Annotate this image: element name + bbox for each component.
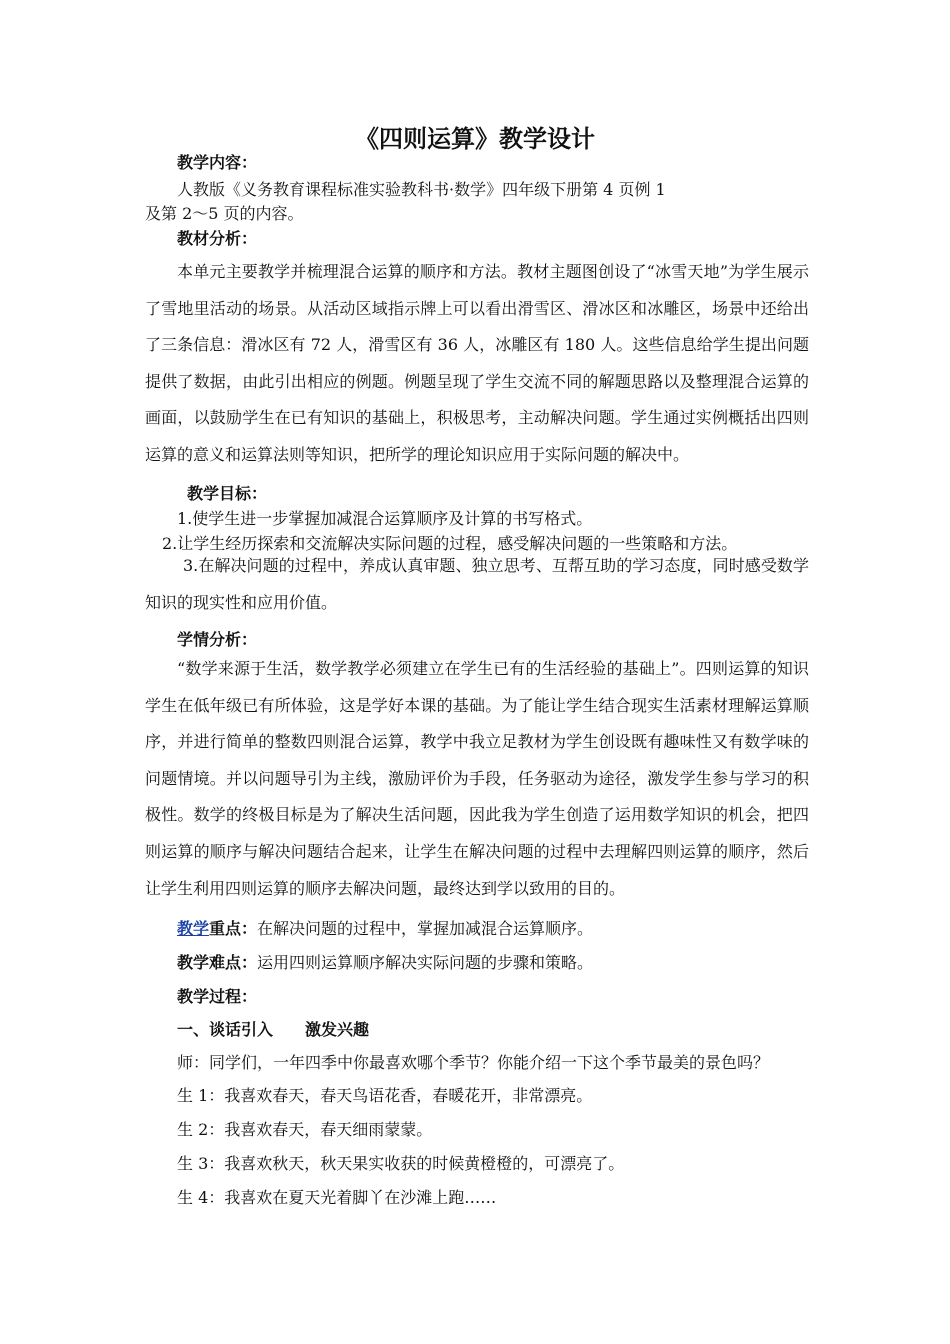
students-paragraph: “数学来源于生活，数学教学必须建立在学生已有的生活经验的基础上”。四则运算的知识学生在低年级已有所体验，这是学好本课的基础。为了能让学生结合现实生活素材理解运算顺序，并进行简单的整数四则混合运算，教学中我立足教材为学生创设既有趣味性又有数学味的问题情境。并以问题导引为主线，激励评价为手段，任务驱动为途径，激发学生参与学习的积极性。数学的终极目标是为了解决生活问题，因此我为学生创造了运用数学知识的机会，把四则运算的顺序与解决问题结合起来，让学生在解决问题的过程中去理解四则运算的顺序，然后让学生利用四则运算的顺序去解决问题，最终达到学以致用的目的。	[145, 659, 809, 898]
key-point	[177, 919, 593, 939]
difficulty-text: 运用四则运算顺序解决实际问题的步骤和策略。	[257, 953, 594, 972]
analysis-paragraph: 本单元主要教学并梳理混合运算的顺序和方法。教材主题图创设了“冰雪天地”为学生展示了雪地里活动的场景。从活动区域指示牌上可以看出滑雪区、滑冰区和冰雕区，场景中还给出了三条信息：滑冰区有 72 人，滑雪区有 36 人，冰雕区有 180 人。这些信息给学生提出问题提供了数据，由此引出相应的例题。例题呈现了学生交流不同的解题思路以及整理混合运算的画面，以鼓励学生在已有知识的基础上，积极思考，主动解决问题。学生通过实例概括出四则运算的意义和运算法则等知识，把所学的理论知识应用于实际问题的解决中。	[145, 262, 809, 464]
dialog-line: 生 2：我喜欢春天，春天细雨蒙蒙。	[177, 1120, 433, 1139]
content-line-2: 及第 2～5 页的内容。	[145, 204, 304, 223]
dialog-line: 生 1：我喜欢春天，春天鸟语花香，春暖花开，非常漂亮。	[177, 1086, 593, 1105]
dialog-line: 生 4：我喜欢在夏天光着脚丫在沙滩上跑……	[177, 1188, 497, 1207]
content-heading: 教学内容：	[177, 153, 258, 172]
goal-2: 2.让学生经历探索和交流解决实际问题的过程，感受解决问题的一些策略和方法。	[162, 534, 738, 553]
section-1-heading: 一、谈话引入 激发兴趣	[177, 1020, 370, 1039]
process-heading: 教学过程：	[177, 987, 258, 1006]
dialog-line: 生 3：我喜欢秋天，秋天果实收获的时候黄橙橙的，可漂亮了。	[177, 1154, 625, 1173]
students-heading: 学情分析：	[177, 630, 258, 649]
document-title: 《四则运算》教学设计	[355, 124, 595, 153]
analysis-heading: 教材分析：	[177, 229, 258, 248]
goal-1: 1.使学生进一步掌握加减混合运算顺序及计算的书写格式。	[177, 509, 593, 528]
key-point-link[interactable]: 教学	[177, 919, 210, 938]
key-point-text: 在解决问题的过程中，掌握加减混合运算顺序。	[257, 919, 594, 938]
difficulty-point	[177, 953, 593, 973]
key-point-label: 重点：	[209, 919, 258, 938]
dialog-line: 师：同学们，一年四季中你最喜欢哪个季节？你能介绍一下这个季节最美的景色吗？	[177, 1053, 770, 1072]
goals-heading: 教学目标：	[187, 484, 268, 503]
content-line-1: 人教版《义务教育课程标准实验教科书·数学》四年级下册第 4 页例 1	[177, 180, 666, 199]
goal-3: 3.在解决问题的过程中，养成认真审题、独立思考、互帮互助的学习态度，同时感受数学知识的现实性和应用价值。	[145, 556, 809, 612]
difficulty-label: 教学难点：	[177, 953, 258, 972]
